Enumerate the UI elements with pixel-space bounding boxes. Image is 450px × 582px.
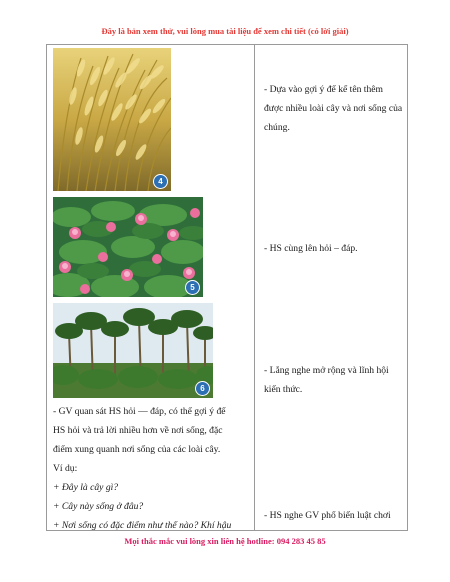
teacher-instructions xyxy=(53,402,251,535)
lesson-table xyxy=(46,44,408,531)
instruction-line: - GV quan sát HS hỏi — đáp, có thể gợi ý để xyxy=(53,406,226,417)
activity-line: - Dựa vào gợi ý để kể tên thêm xyxy=(264,84,383,95)
activity-line: - HS nghe GV phổ biến luật chơi xyxy=(264,510,391,521)
activity-line: - Lắng nghe mở rộng và lĩnh hội xyxy=(264,365,389,376)
student-activity-cell xyxy=(255,45,407,530)
preview-notice-banner: Đây là bản xem thử, vui lòng mua tài liệu để xem chi tiết (có lời giải) xyxy=(101,26,349,36)
example-question: + Đây là cây gì? xyxy=(53,482,119,493)
student-activity-item xyxy=(264,361,407,399)
teacher-activity-cell xyxy=(47,45,254,530)
image-number-badge: 6 xyxy=(195,381,210,396)
student-activity-item xyxy=(264,506,407,525)
activity-line: chúng. xyxy=(264,122,290,133)
lotus-pond-image xyxy=(53,197,203,297)
instruction-line: điểm xung quanh nơi sống của các loài cây. xyxy=(53,444,221,455)
activity-line: - HS cùng lên hỏi – đáp. xyxy=(264,243,358,254)
instruction-line: Ví dụ: xyxy=(53,463,78,474)
activity-line: kiến thức. xyxy=(264,384,303,395)
example-question: + Cây này sống ở đâu? xyxy=(53,501,144,512)
rice-field-image xyxy=(53,48,171,191)
instruction-line: HS hỏi và trả lời nhiều hơn về nơi sống, đặc xyxy=(53,425,223,436)
palm-forest-image xyxy=(53,303,213,398)
hotline-banner: Mọi thắc mắc vui lòng xin liên hệ hotline: 094 283 45 85 xyxy=(124,536,326,546)
student-activity-item xyxy=(264,80,407,137)
example-question: + Nơi sống có đặc điểm như thế nào? Khí hậu xyxy=(53,520,232,531)
image-number-badge: 4 xyxy=(153,174,168,189)
image-number-badge: 5 xyxy=(185,280,200,295)
activity-line: được nhiều loài cây và nơi sống của xyxy=(264,103,403,114)
student-activity-item xyxy=(264,239,407,258)
